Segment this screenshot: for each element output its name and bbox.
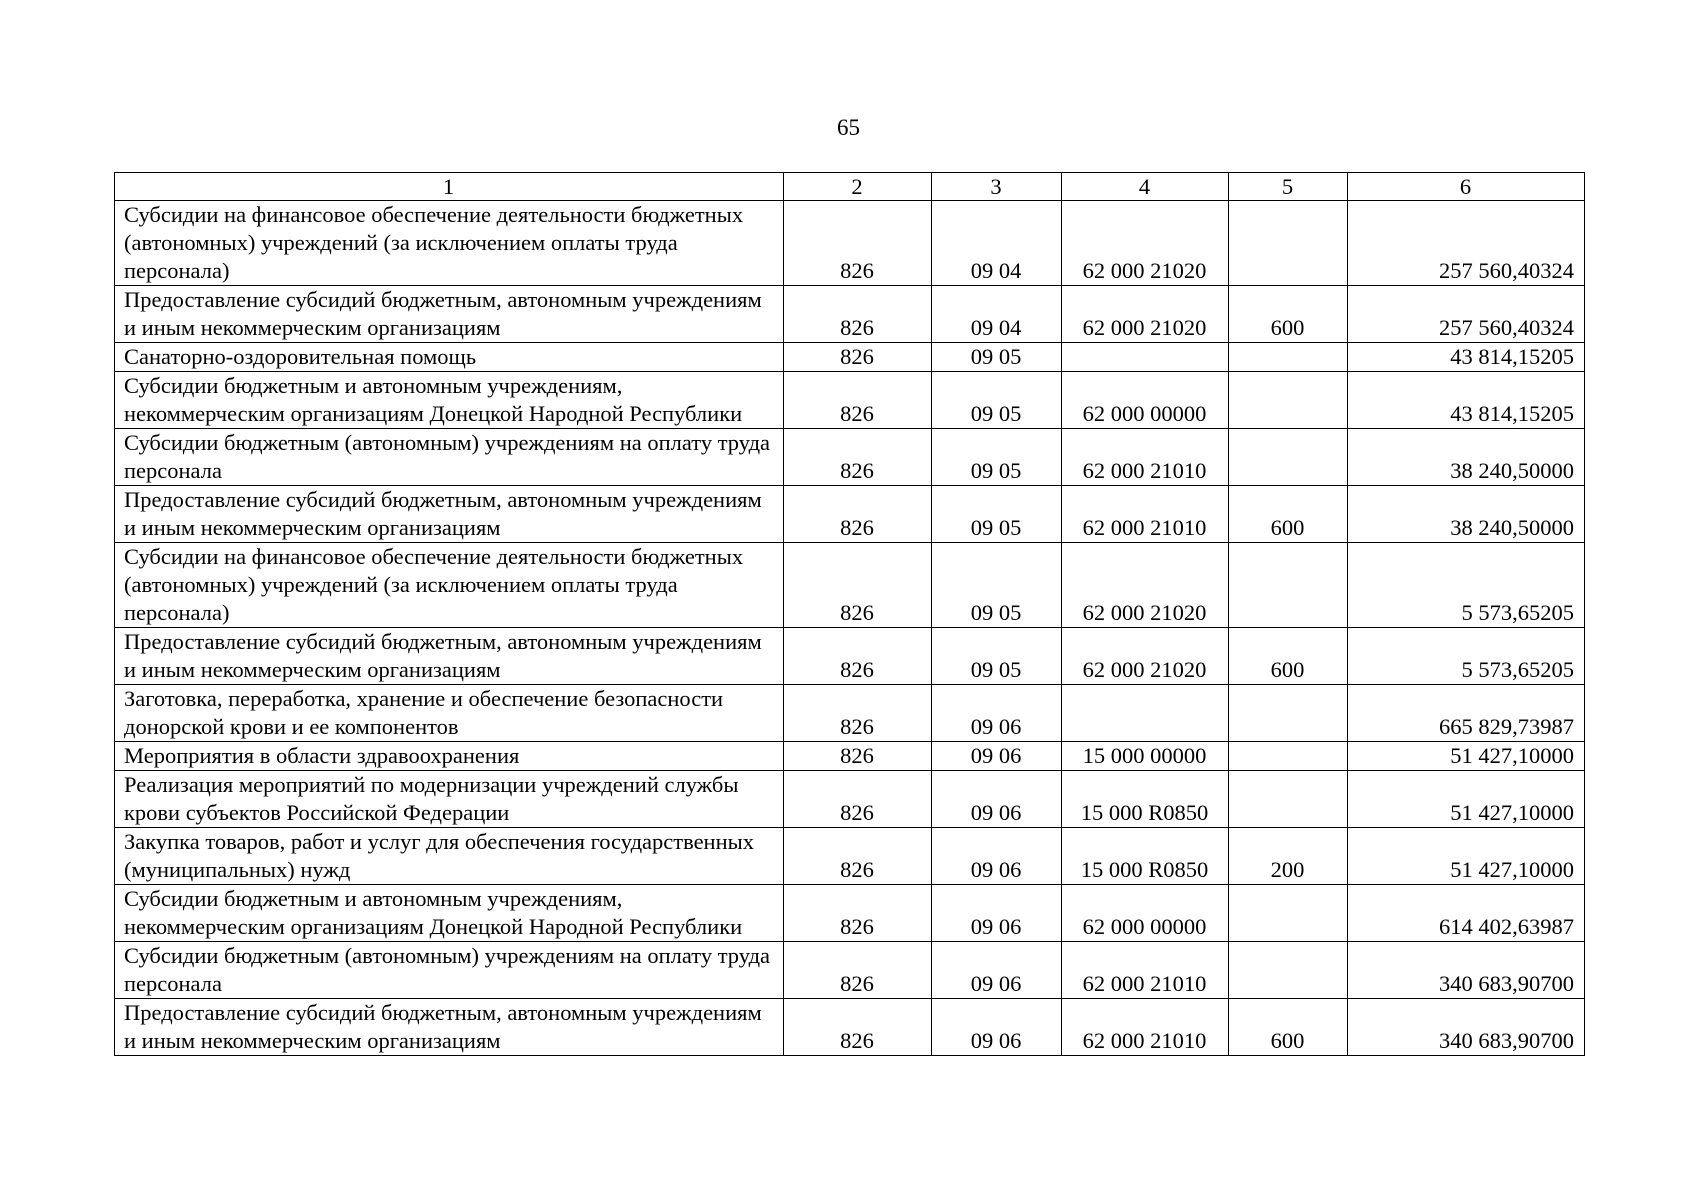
row-code-cell: 826 — [784, 286, 932, 343]
budget-table — [114, 172, 1585, 1056]
table-row — [115, 343, 1585, 372]
row-kind-cell — [1229, 742, 1348, 771]
row-section-cell: 09 04 — [932, 201, 1062, 286]
row-name-cell: Субсидии на финансовое обеспечение деятельности бюджетных (автономных) учреждений (за исключением оплаты труда персонала) — [115, 543, 784, 628]
table-row — [115, 429, 1585, 486]
table-row — [115, 885, 1585, 942]
row-section-cell: 09 06 — [932, 999, 1062, 1056]
table-row — [115, 372, 1585, 429]
row-kind-cell: 600 — [1229, 486, 1348, 543]
row-section-cell: 09 04 — [932, 286, 1062, 343]
row-kind-cell — [1229, 685, 1348, 742]
row-article-cell: 62 000 21010 — [1062, 999, 1229, 1056]
row-amount-cell: 38 240,50000 — [1348, 486, 1585, 543]
row-kind-cell: 600 — [1229, 286, 1348, 343]
row-kind-cell: 600 — [1229, 628, 1348, 685]
row-section-cell: 09 06 — [932, 828, 1062, 885]
row-section-cell: 09 06 — [932, 885, 1062, 942]
row-kind-cell — [1229, 201, 1348, 286]
row-amount-cell: 5 573,65205 — [1348, 628, 1585, 685]
table-row — [115, 543, 1585, 628]
row-kind-cell — [1229, 372, 1348, 429]
row-amount-cell: 51 427,10000 — [1348, 828, 1585, 885]
table-row — [115, 742, 1585, 771]
row-kind-cell — [1229, 885, 1348, 942]
row-amount-cell: 51 427,10000 — [1348, 771, 1585, 828]
row-section-cell: 09 06 — [932, 942, 1062, 999]
row-kind-cell — [1229, 429, 1348, 486]
table-row — [115, 771, 1585, 828]
row-article-cell: 15 000 R0850 — [1062, 828, 1229, 885]
row-article-cell — [1062, 343, 1229, 372]
row-section-cell: 09 05 — [932, 486, 1062, 543]
row-article-cell: 62 000 21010 — [1062, 942, 1229, 999]
table-row — [115, 999, 1585, 1056]
row-code-cell: 826 — [784, 828, 932, 885]
row-article-cell: 62 000 21010 — [1062, 486, 1229, 543]
row-code-cell: 826 — [784, 372, 932, 429]
row-article-cell: 62 000 21020 — [1062, 286, 1229, 343]
row-section-cell: 09 05 — [932, 372, 1062, 429]
column-header: 1 — [115, 173, 784, 201]
row-name-cell: Заготовка, переработка, хранение и обеспечение безопасности донорской крови и ее компонентов — [115, 685, 784, 742]
table-row — [115, 828, 1585, 885]
row-amount-cell: 38 240,50000 — [1348, 429, 1585, 486]
row-amount-cell: 5 573,65205 — [1348, 543, 1585, 628]
row-amount-cell: 257 560,40324 — [1348, 286, 1585, 343]
row-section-cell: 09 05 — [932, 543, 1062, 628]
row-code-cell: 826 — [784, 885, 932, 942]
row-code-cell: 826 — [784, 742, 932, 771]
row-name-cell: Субсидии на финансовое обеспечение деятельности бюджетных (автономных) учреждений (за исключением оплаты труда персонала) — [115, 201, 784, 286]
row-section-cell: 09 05 — [932, 343, 1062, 372]
row-kind-cell — [1229, 543, 1348, 628]
row-kind-cell — [1229, 942, 1348, 999]
row-name-cell: Реализация мероприятий по модернизации учреждений службы крови субъектов Российской Федерации — [115, 771, 784, 828]
row-amount-cell: 257 560,40324 — [1348, 201, 1585, 286]
row-code-cell: 826 — [784, 343, 932, 372]
row-name-cell: Субсидии бюджетным (автономным) учреждениям на оплату труда персонала — [115, 429, 784, 486]
table-row — [115, 201, 1585, 286]
table-row — [115, 286, 1585, 343]
table-row — [115, 942, 1585, 999]
row-name-cell: Предоставление субсидий бюджетным, автономным учреждениям и иным некоммерческим организациям — [115, 999, 784, 1056]
row-kind-cell — [1229, 343, 1348, 372]
row-article-cell: 62 000 21020 — [1062, 543, 1229, 628]
row-code-cell: 826 — [784, 771, 932, 828]
row-kind-cell: 200 — [1229, 828, 1348, 885]
row-article-cell: 15 000 00000 — [1062, 742, 1229, 771]
row-name-cell: Санаторно-оздоровительная помощь — [115, 343, 784, 372]
row-code-cell: 826 — [784, 999, 932, 1056]
row-section-cell: 09 05 — [932, 628, 1062, 685]
row-name-cell: Предоставление субсидий бюджетным, автономным учреждениям и иным некоммерческим организациям — [115, 486, 784, 543]
row-article-cell — [1062, 685, 1229, 742]
row-amount-cell: 614 402,63987 — [1348, 885, 1585, 942]
row-code-cell: 826 — [784, 429, 932, 486]
row-code-cell: 826 — [784, 942, 932, 999]
row-code-cell: 826 — [784, 628, 932, 685]
row-name-cell: Субсидии бюджетным (автономным) учреждениям на оплату труда персонала — [115, 942, 784, 999]
row-code-cell: 826 — [784, 685, 932, 742]
row-amount-cell: 43 814,15205 — [1348, 372, 1585, 429]
table-header-row — [115, 173, 1585, 201]
row-article-cell: 62 000 21010 — [1062, 429, 1229, 486]
page-number: 65 — [837, 115, 860, 140]
row-section-cell: 09 06 — [932, 685, 1062, 742]
row-article-cell: 62 000 21020 — [1062, 201, 1229, 286]
column-header: 4 — [1062, 173, 1229, 201]
row-kind-cell — [1229, 771, 1348, 828]
row-name-cell: Субсидии бюджетным и автономным учреждениям, некоммерческим организациям Донецкой Народной Республики — [115, 372, 784, 429]
table-row — [115, 685, 1585, 742]
row-amount-cell: 340 683,90700 — [1348, 999, 1585, 1056]
row-section-cell: 09 05 — [932, 429, 1062, 486]
row-section-cell: 09 06 — [932, 742, 1062, 771]
row-code-cell: 826 — [784, 543, 932, 628]
row-name-cell: Закупка товаров, работ и услуг для обеспечения государственных (муниципальных) нужд — [115, 828, 784, 885]
row-amount-cell: 340 683,90700 — [1348, 942, 1585, 999]
row-name-cell: Мероприятия в области здравоохранения — [115, 742, 784, 771]
row-amount-cell: 51 427,10000 — [1348, 742, 1585, 771]
column-header: 5 — [1229, 173, 1348, 201]
row-article-cell: 62 000 00000 — [1062, 885, 1229, 942]
row-kind-cell: 600 — [1229, 999, 1348, 1056]
row-name-cell: Предоставление субсидий бюджетным, автономным учреждениям и иным некоммерческим организациям — [115, 286, 784, 343]
row-article-cell: 62 000 21020 — [1062, 628, 1229, 685]
row-code-cell: 826 — [784, 201, 932, 286]
column-header: 3 — [932, 173, 1062, 201]
row-amount-cell: 43 814,15205 — [1348, 343, 1585, 372]
row-name-cell: Субсидии бюджетным и автономным учреждениям, некоммерческим организациям Донецкой Народной Республики — [115, 885, 784, 942]
table-row — [115, 486, 1585, 543]
row-code-cell: 826 — [784, 486, 932, 543]
column-header: 6 — [1348, 173, 1585, 201]
table-row — [115, 628, 1585, 685]
row-article-cell: 62 000 00000 — [1062, 372, 1229, 429]
row-name-cell: Предоставление субсидий бюджетным, автономным учреждениям и иным некоммерческим организациям — [115, 628, 784, 685]
row-amount-cell: 665 829,73987 — [1348, 685, 1585, 742]
column-header: 2 — [784, 173, 932, 201]
row-article-cell: 15 000 R0850 — [1062, 771, 1229, 828]
row-section-cell: 09 06 — [932, 771, 1062, 828]
